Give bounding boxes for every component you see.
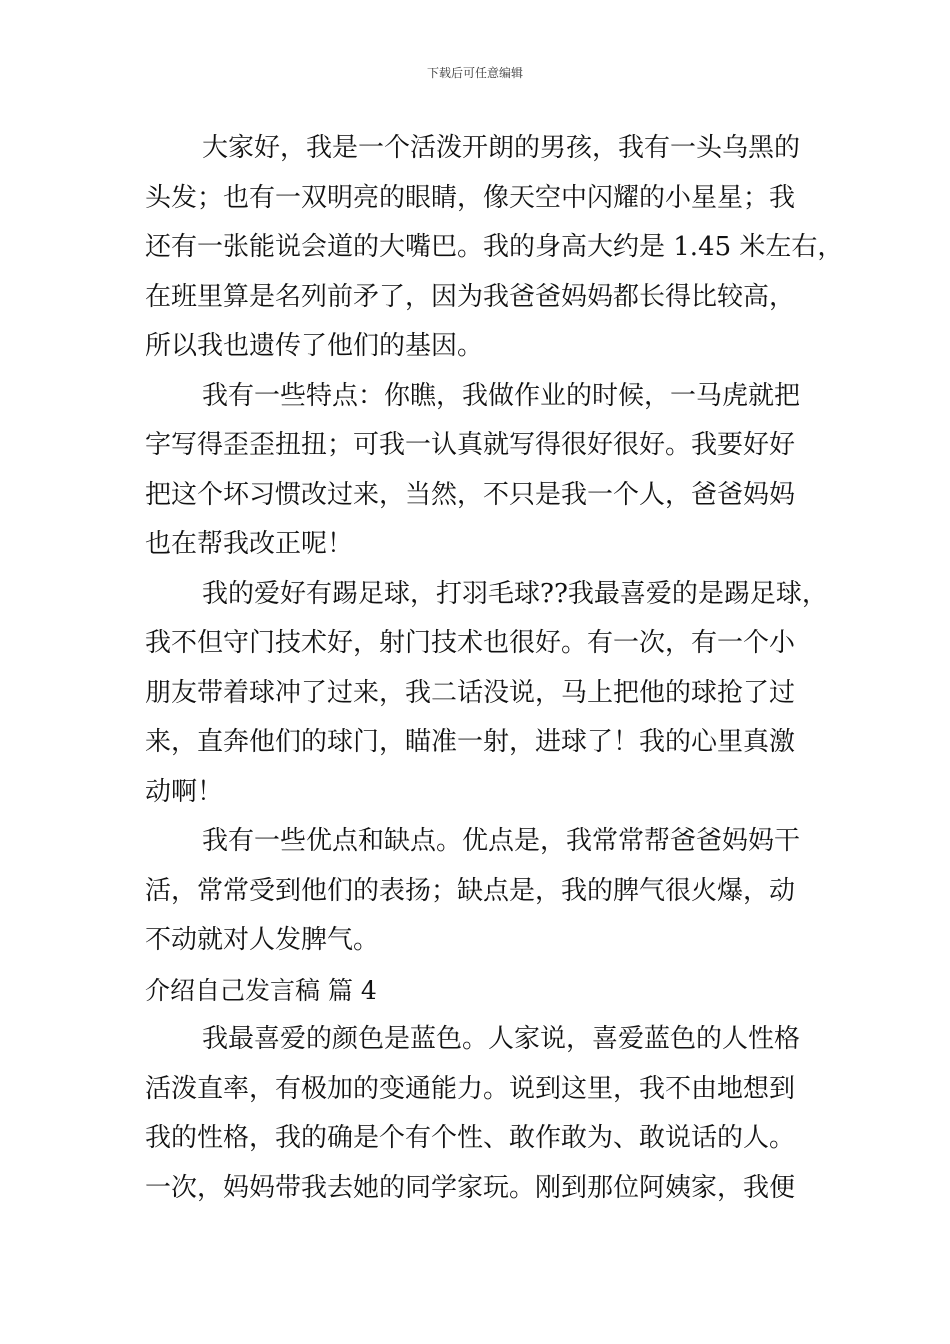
text-line: 不动就对人发脾气。 xyxy=(145,925,380,955)
section-heading: 介绍自己发言稿 篇 4 xyxy=(145,975,377,1005)
text-line: 我最喜爱的颜色是蓝色。人家说，喜爱蓝色的人性格 xyxy=(202,1024,801,1054)
text-line: 我有一些优点和缺点。优点是，我常常帮爸爸妈妈干 xyxy=(202,826,801,856)
text-line: 我有一些特点：你瞧，我做作业的时候，一马虎就把 xyxy=(202,380,801,411)
text-line: 来，直奔他们的球门，瞄准一射，进球了！我的心里真激 xyxy=(145,727,796,757)
text-line: 字写得歪歪扭扭；可我一认真就写得很好很好。我要好好 xyxy=(145,430,796,460)
text-line: 把这个坏习惯改过来，当然，不只是我一个人，爸爸妈妈 xyxy=(145,479,796,510)
document-body xyxy=(145,124,844,1213)
text-line: 我的爱好有踢足球，打羽毛球??我最喜爱的是踢足球， xyxy=(202,578,828,609)
text-line: 头发；也有一双明亮的眼睛，像天空中闪耀的小星星；我 xyxy=(145,182,796,213)
page-header: 下载后可任意编辑 xyxy=(426,66,523,80)
text-line: 活泼直率，有极加的变通能力。说到这里，我不由地想到 xyxy=(145,1073,796,1104)
text-line: 所以我也遗传了他们的基因。 xyxy=(145,331,484,361)
text-line: 一次，妈妈带我去她的同学家玩。刚到那位阿姨家，我便 xyxy=(145,1172,796,1203)
text-line: 我不但守门技术好，射门技术也很好。有一次，有一个小 xyxy=(145,628,796,658)
text-line: 大家好，我是一个活泼开朗的男孩，我有一头乌黑的 xyxy=(202,133,801,163)
text-line: 在班里算是名列前矛了，因为我爸爸妈妈都长得比较高， xyxy=(145,281,796,312)
text-line: 朋友带着球冲了过来，我二话没说，马上把他的球抢了过 xyxy=(145,677,796,708)
text-line: 也在帮我改正呢！ xyxy=(145,529,354,559)
text-line: 动啊！ xyxy=(145,776,224,807)
text-line: 我的性格，我的确是个有个性、敢作敢为、敢说话的人。 xyxy=(145,1123,796,1153)
text-line: 活，常常受到他们的表扬；缺点是，我的脾气很火爆，动 xyxy=(145,875,796,906)
text-line: 还有一张能说会道的大嘴巴。我的身高大约是 1.45 米左右， xyxy=(145,232,844,262)
